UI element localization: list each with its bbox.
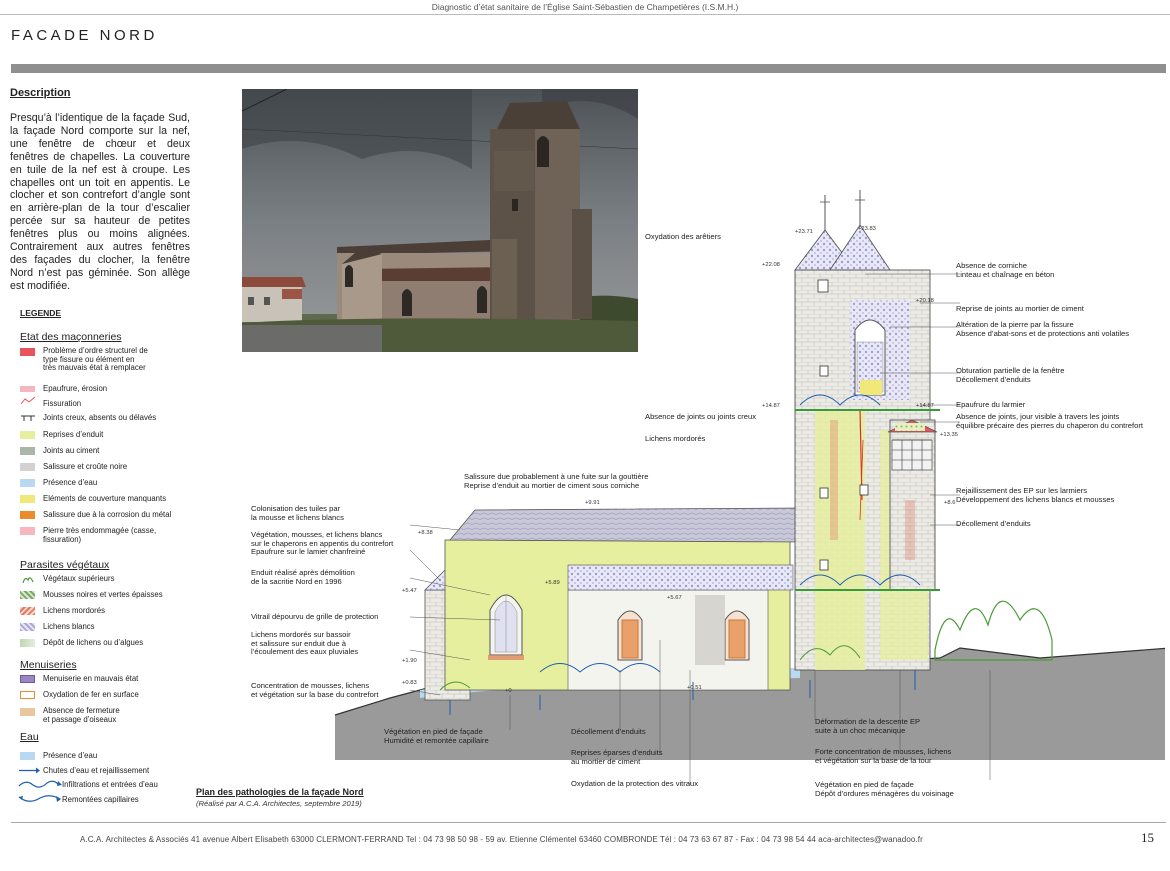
elevation-marker: +20.18 bbox=[916, 298, 934, 304]
footer-text: A.C.A. Architectes & Associés 41 avenue Albert Elisabeth 63000 CLERMONT-FERRAND Tel : 04 73 98 50 98 - 59 av. Etienne Clémentel 63460 COMBRONDE Tél : 04 73 63 67 87 - Fax : 04 73 98 54 44 aca-architectes@wanadoo.fr bbox=[80, 835, 923, 844]
plan-title: Plan des pathologies de la façade Nord bbox=[196, 787, 364, 797]
annotation-forte-concentration: Forte concentration de mousses, lichens et végétation sur la base de la tour bbox=[815, 747, 952, 765]
swatch-fermeture bbox=[20, 708, 35, 716]
annotation-concentration-base: Concentration de mousses, lichens et végétation sur la base du contrefort bbox=[251, 681, 379, 699]
header-divider bbox=[0, 14, 1170, 15]
swatch-mousses bbox=[20, 591, 35, 599]
annotation-salissure-goutiere: Salissure due probablement à une fuite sur la gouttière Reprise d’enduit au mortier de ciment sous corniche bbox=[464, 472, 649, 490]
swatch-lichens-blancs bbox=[20, 623, 35, 631]
description-heading: Description bbox=[10, 87, 71, 99]
elevation-marker: +22.08 bbox=[762, 262, 780, 268]
swatch-corrosion bbox=[20, 511, 35, 519]
legend-item-depot-lichens: Dépôt de lichens ou d’algues bbox=[43, 638, 144, 647]
legend-group-maconneries: Etat des maçonneries bbox=[20, 331, 122, 343]
annotation-absence-joints: Absence de joints ou joints creux bbox=[645, 412, 757, 421]
legend-title: LEGENDE bbox=[20, 308, 62, 318]
joints-icon bbox=[20, 412, 36, 422]
legend-group-vegetaux: Parasites végétaux bbox=[20, 559, 110, 571]
annotation-obturation: Obturation partielle de la fenêtre Décollement d’enduits bbox=[956, 366, 1065, 384]
elevation-marker: +1.90 bbox=[402, 658, 417, 664]
legend-item-chutes: Chutes d’eau et rejaillissement bbox=[43, 766, 150, 775]
annotation-vegetation-depot: Végétation en pied de façade Dépôt d’ordures ménagères du voisinage bbox=[815, 780, 954, 798]
swatch-epaufrure bbox=[20, 386, 35, 392]
legend-group-menuiseries: Menuiseries bbox=[20, 659, 77, 671]
swatch-joints-ciment bbox=[20, 447, 35, 455]
annotation-alteration: Altération de la pierre par la fissure Absence d’abat-sons et de protections anti volatiles bbox=[956, 320, 1130, 338]
annotation-vegetation-pied: Végétation en pied de façade Humidité et remontée capillaire bbox=[384, 727, 489, 745]
description-text: Presqu’à l’identique de la façade Sud, la façade Nord comporte sur la nef, une fenêtre de chœur et deux fenêtres de chapelles. La couverture en tuile de la nef est à croupe. Les chapelles ont un toit en appentis. Le clocher et son contrefort d’angle sont en arrière-plan de la tour d’escalier percée sur sa hauteur de petites fenêtres plus ou moins alignées. Contrairement aux autres fenêtres des façades du clocher, la fenêtre Nord n’est pas géminée. Son allège est modifiée. bbox=[10, 112, 190, 292]
capillary-icon bbox=[18, 793, 63, 805]
legend-item-mousses: Mousses noires et vertes épaisses bbox=[43, 590, 163, 599]
legend-item-eau-presence: Présence d’eau bbox=[43, 751, 98, 760]
legend-item-infiltrations: Infiltrations et entrées d’eau bbox=[62, 780, 158, 789]
elevation-marker: +0 bbox=[505, 688, 512, 694]
swatch-structurel bbox=[20, 348, 35, 356]
annotation-oxydation-aretiers: Oxydation des arêtiers bbox=[645, 232, 721, 241]
annotation-absence-joints-jour: Absence de joints, jour visible à travers les joints équilibre précaire des pierres du chaperon du contrefort bbox=[956, 412, 1143, 430]
elevation-marker: +5.67 bbox=[667, 595, 682, 601]
swatch-oxydation bbox=[20, 691, 35, 699]
legend-item-vegetaux-sup: Végétaux supérieurs bbox=[43, 574, 115, 583]
annotation-colonisation: Colonisation des tuiles par la mousse et lichens blancs bbox=[251, 504, 344, 522]
legend-group-eau: Eau bbox=[20, 731, 39, 743]
annotation-vegetation-chaperons: Végétation, mousses, et lichens blancs sur le chaperons en appentis du contrefort Epaufrure sur le lamier chanfreiné bbox=[251, 530, 394, 557]
annotation-decollement-enduits: Décollement d’enduits bbox=[956, 519, 1031, 528]
swatch-reprises bbox=[20, 431, 35, 439]
elevation-marker: +14.87 bbox=[916, 403, 934, 409]
annotation-lichens-mordores: Lichens mordorés bbox=[645, 434, 706, 443]
swatch-eau bbox=[20, 479, 35, 487]
page-title: FACADE NORD bbox=[11, 27, 158, 44]
legend-item-salissure: Salissure et croûte noire bbox=[43, 462, 128, 471]
legend-item-lichens-mordores: Lichens mordorés bbox=[43, 606, 105, 615]
legend-item-fissuration: Fissuration bbox=[43, 399, 82, 408]
annotation-deformation-ep: Déformation de la descente EP suite à un choc mécanique bbox=[815, 717, 921, 735]
annotation-enduit-sacrite: Enduit réalisé après démolition de la sacritie Nord en 1996 bbox=[251, 568, 355, 586]
title-bar bbox=[11, 64, 1166, 73]
elevation-marker: +8.38 bbox=[418, 530, 433, 536]
legend-item-oxydation: Oxydation de fer en surface bbox=[43, 690, 139, 699]
infiltration-icon bbox=[18, 778, 63, 790]
legend-item-fermeture: Absence de fermeture et passage d’oiseaux bbox=[43, 706, 120, 724]
legend-item-menuiserie: Menuiserie en mauvais état bbox=[43, 674, 139, 683]
swatch-lichens-mordores bbox=[20, 607, 35, 615]
document-header: Diagnostic d’état sanitaire de l’Église Saint-Sébastien de Champetières (I.S.M.H.) bbox=[431, 2, 739, 12]
swatch-pierre bbox=[20, 527, 35, 535]
legend-item-reprises: Reprises d’enduit bbox=[43, 430, 104, 439]
legend-item-presence-eau: Présence d’eau bbox=[43, 478, 98, 487]
elevation-marker: +14.87 bbox=[762, 403, 780, 409]
annotation-absence-corniche: Absence de corniche Linteau et chaînage en béton bbox=[956, 261, 1055, 279]
plant-icon bbox=[20, 574, 36, 584]
annotation-reprises-eparses: Reprises éparses d’enduits au mortier de ciment bbox=[571, 748, 663, 766]
elevation-marker: +23.71 bbox=[795, 229, 813, 235]
page-number: 15 bbox=[1141, 830, 1154, 845]
legend-item-pierre: Pierre très endommagée (casse, fissuration) bbox=[43, 526, 157, 544]
legend-item-couverture: Eléments de couverture manquants bbox=[43, 494, 167, 503]
swatch-salissure bbox=[20, 463, 35, 471]
annotation-oxydation-vitraux: Oxydation de la protection des vitraux bbox=[571, 779, 699, 788]
swatch-couverture bbox=[20, 495, 35, 503]
footer-divider bbox=[11, 822, 1166, 823]
swatch-eau-2 bbox=[20, 752, 35, 760]
facade-drawing bbox=[240, 170, 1165, 810]
fissure-icon bbox=[20, 396, 36, 406]
legend-item-corrosion: Salissure due à la corrosion du métal bbox=[43, 510, 172, 519]
elevation-marker: +0.51 bbox=[687, 685, 702, 691]
plan-subtitle: (Réalisé par A.C.A. Architectes, septembre 2019) bbox=[196, 799, 362, 808]
annotation-reprise-joints: Reprise de joints au mortier de ciment bbox=[956, 304, 1084, 313]
annotation-rejaillissement: Rejaillissement des EP sur les larmiers Développement des lichens blancs et mousses bbox=[956, 486, 1115, 504]
legend-item-epaufrure: Epaufrure, érosion bbox=[43, 384, 108, 393]
elevation-marker: +5.47 bbox=[402, 588, 417, 594]
legend-item-remontees: Remontées capillaires bbox=[62, 795, 139, 804]
legend-item-structurel: Problème d’ordre structurel de type fissure ou élément en très mauvais état à remplacer bbox=[43, 346, 148, 373]
annotation-vitrail: Vitrail dépourvu de grille de protection bbox=[251, 612, 379, 621]
elevation-marker: +5.89 bbox=[545, 580, 560, 586]
elevation-marker: +23.83 bbox=[858, 226, 876, 232]
annotation-epaufrure-larmier: Epaufrure du larmier bbox=[956, 400, 1026, 409]
elevation-marker: +0.83 bbox=[402, 680, 417, 686]
elevation-marker: +8.6 bbox=[944, 500, 956, 506]
legend-item-joints-creux: Joints creux, absents ou délavés bbox=[43, 413, 157, 422]
swatch-depot-lichens bbox=[20, 639, 35, 647]
annotation-lichens-bassoir: Lichens mordorés sur bassoir et salissure sur enduit due à l’écoulement des eaux pluviales bbox=[251, 630, 359, 657]
legend-item-lichens-blancs: Lichens blancs bbox=[43, 622, 95, 631]
legend-item-joints-ciment: Joints au ciment bbox=[43, 446, 100, 455]
elevation-marker: +13.35 bbox=[940, 432, 958, 438]
annotation-decollement: Décollement d’enduits bbox=[571, 727, 646, 736]
arrow-icon bbox=[18, 766, 40, 775]
swatch-menuiserie bbox=[20, 675, 35, 683]
elevation-marker: +9.91 bbox=[585, 500, 600, 506]
